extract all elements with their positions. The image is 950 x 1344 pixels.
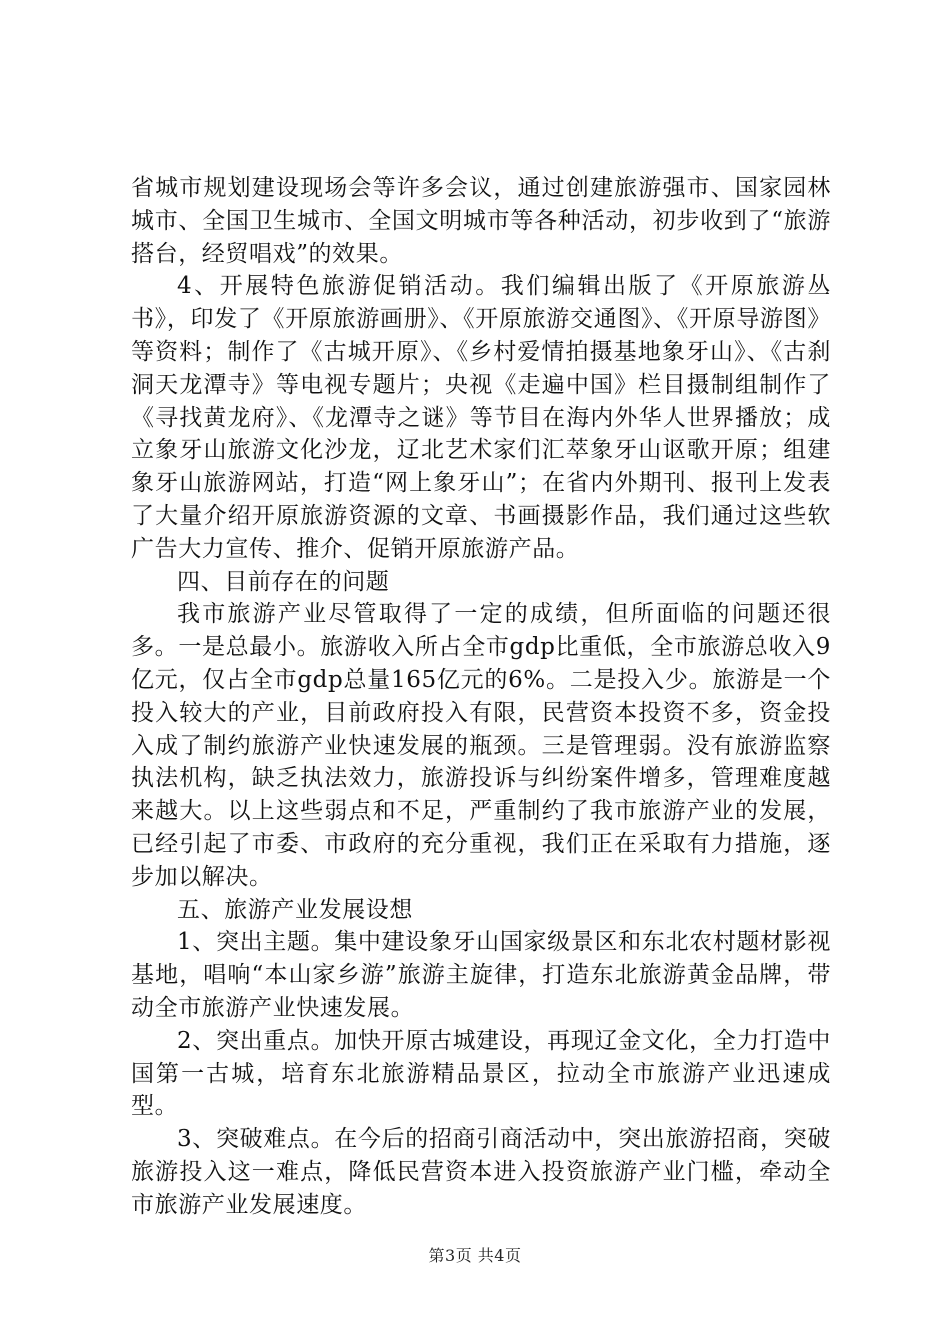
paragraph-plan-theme: 1、突出主题。集中建设象牙山国家级景区和东北农村题材影视基地，唱响“本山家乡游”旅游主旋律，打造东北旅游黄金品牌，带动全市旅游产业快速发展。 bbox=[131, 929, 831, 1021]
document-body bbox=[131, 172, 831, 1222]
paragraph-continuation: 省城市规划建设现场会等许多会议，通过创建旅游强市、国家园林城市、全国卫生城市、全国文明城市等各种活动，初步收到了“旅游搭台，经贸唱戏”的效果。 bbox=[131, 175, 831, 267]
paragraph-promotion: 4、开展特色旅游促销活动。我们编辑出版了《开原旅游丛书》，印发了《开原旅游画册》、《开原旅游交通图》、《开原导游图》等资料；制作了《古城开原》、《乡村爱情拍摄基地象牙山》、《古刹洞天龙潭寺》等电视专题片；央视《走遍中国》栏目摄制组制作了《寻找黄龙府》、《龙潭寺之谜》等节目在海内外华人世界播放；成立象牙山旅游文化沙龙，辽北艺术家们汇萃象牙山讴歌开原；组建象牙山旅游网站，打造“网上象牙山”；在省内外期刊、报刊上发表了大量介绍开原旅游资源的文章、书画摄影作品，我们通过这些软广告大力宣传、推介、促销开原旅游产品。 bbox=[131, 273, 831, 562]
section-heading-plans: 五、旅游产业发展设想 bbox=[177, 896, 413, 923]
paragraph-problems: 我市旅游产业尽管取得了一定的成绩，但所面临的问题还很多。一是总最小。旅游收入所占全市gdp比重低，全市旅游总收入9亿元，仅占全市gdp总量165亿元的6%。二是投入少。旅游是一个投入较大的产业，目前政府投入有限，民营资本投资不多，资金投入成了制约旅游产业快速发展的瓶颈。三是管理弱。没有旅游监察执法机构，缺乏执法效力，旅游投诉与纠纷案件增多，管理难度越来越大。以上这些弱点和不足，严重制约了我市旅游产业的发展，已经引起了市委、市政府的充分重视，我们正在采取有力措施，逐步加以解决。 bbox=[131, 601, 831, 890]
section-heading-problems: 四、目前存在的问题 bbox=[177, 568, 390, 595]
paragraph-plan-focus: 2、突出重点。加快开原古城建设，再现辽金文化，全力打造中国第一古城，培育东北旅游精品景区，拉动全市旅游产业迅速成型。 bbox=[131, 1027, 831, 1120]
page-number: 第3页 共4页 bbox=[428, 1246, 522, 1265]
paragraph-plan-breakthrough: 3、突破难点。在今后的招商引商活动中，突出旅游招商，突破旅游投入这一难点，降低民营资本进入投资旅游产业门槛，牵动全市旅游产业发展速度。 bbox=[131, 1126, 831, 1218]
